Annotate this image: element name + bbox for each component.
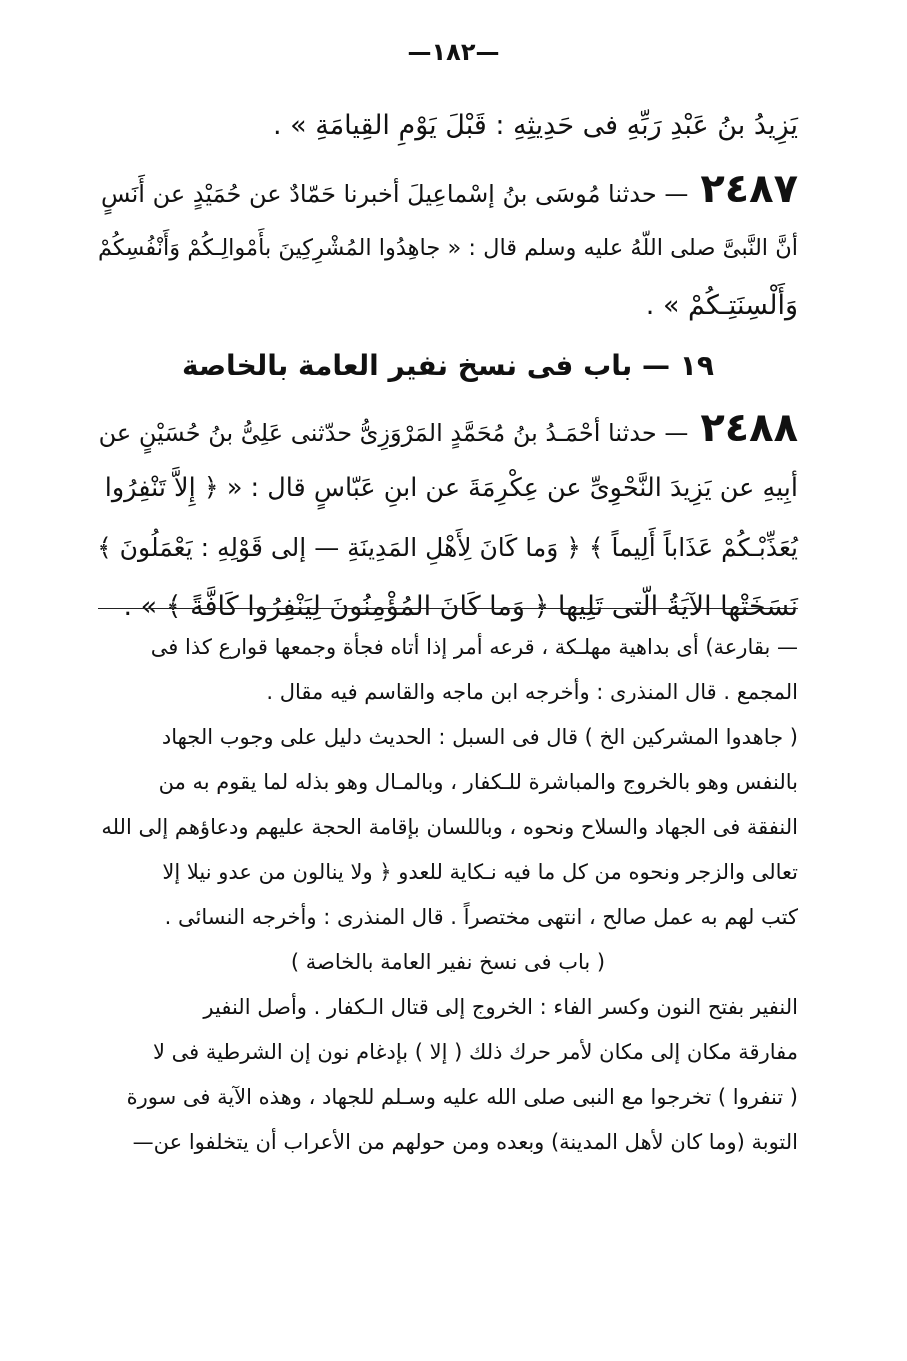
note-line-11: ( تنفروا ) تخرجوا مع النبى صلى الله عليه وسـلم للجهاد ، وهذه الآية فى سورة — [126, 1085, 798, 1109]
commentary — [98, 625, 798, 1165]
hadith-2488-line-4: نَسَخَتْها الآيَةُ الّتى تَلِيها ﴿ وَما كَانَ المُؤْمِنُونَ لِيَنْفِرُوا كَافَّةً ﴾ » . — [123, 591, 798, 622]
hadith-2487-line-1 — [98, 160, 798, 218]
hadith-2488-line-1 — [98, 398, 798, 458]
note-line-3: ( جاهدوا المشركين الخ ) قال فى السبل : الحديث دليل على وجوب الجهاد — [161, 725, 798, 749]
footnote-divider — [98, 608, 798, 609]
hadith-2487-line-2: أنَّ النَّبىَّ صلى اللّهُ عليه وسلم قال : « جاهِدُوا المُشْرِكِينَ بأَمْوالِـكُمْ وَأَنْفُسِكُمْ — [97, 235, 798, 261]
hadith-2487-text-1: — حدثنا مُوسَى بنُ إسْماعِيلَ أخبرنا حَمّادٌ عن حُمَيْدٍ عن أَنَسٍ — [101, 180, 689, 208]
note-line-9: النفير بفتح النون وكسر الفاء : الخروج إلى قتال الـكفار . وأصل النفير — [203, 995, 798, 1019]
note-line-6: تعالى والزجر ونحوه من كل ما فيه نـكاية للعدو ﴿ ولا ينالون من عدو نيلا إلا — [162, 860, 798, 884]
note-line-12: التوبة (وما كان لأهل المدينة) وبعده ومن حولهم من الأعراب أن يتخلفوا عن— — [132, 1130, 798, 1154]
note-line-4: بالنفس وهو بالخروج والمباشرة للـكفار ، وبالمـال وهو بذله لما يقوم به من — [158, 770, 798, 794]
note-line-2: المجمع . قال المنذرى : وأخرجه ابن ماجه والقاسم فيه مقال . — [266, 680, 798, 704]
hadith-2488-text-1: — حدثنا أحْمَـدُ بنُ مُحَمَّدٍ المَرْوَزِىُّ حدّثنى عَلِىُّ بنُ حُسَيْنٍ عن — [98, 419, 689, 447]
note-line-10: مفارقة مكان إلى مكان لأمر حرك ذلك ( إلا ) بإدغام نون إن الشرطية فى لا — [153, 1040, 798, 1064]
chapter-heading: ١٩ — باب فى نسخ نفير العامة بالخاصة — [182, 349, 714, 382]
hadith-2488-line-2: أبِيهِ عن يَزِيدَ النَّحْوِىِّ عن عِكْرِمَةَ عن ابنِ عَبّاسٍ قال : « ﴿ إِلاَّ تَنْفِرُوا — [104, 473, 798, 503]
note-line-7: كتب لهم به عمل صالح ، انتهى مختصراً . قال المنذرى : وأخرجه النسائى . — [164, 905, 798, 929]
page-number: —١٨٢— — [407, 38, 500, 66]
note-chapter-heading: ( باب فى نسخ نفير العامة بالخاصة ) — [290, 950, 606, 974]
note-line-5: النفقة فى الجهاد والسلاح ونحوه ، وباللسان بإقامة الحجة عليهم ودعاؤهم إلى الله — [101, 815, 798, 839]
hadith-number-2488: ٢٤٨٨ — [700, 405, 798, 451]
hadith-2487-line-3: وَأَلْسِنَتِـكُمْ » . — [645, 290, 798, 321]
hadith-2488-line-3: يُعَذِّبْـكُمْ عَذَاباً أَلِيماً ﴾ ﴿ وَما كَانَ لِأَهْلِ المَدِينَةِ — إلى قَوْلِهِ : يَعْمَلُونَ ﴾ — [97, 533, 798, 562]
note-line-1: — بقارعة) أى بداهية مهلـكة ، قرعه أمر إذا أتاه فجأة وجمعها قوارع كذا فى — [150, 635, 798, 659]
main-text — [98, 92, 798, 636]
hadith-number-2487: ٢٤٨٧ — [700, 166, 798, 212]
main-line-1: يَزِيدُ بنُ عَبْدِ رَبِّهِ فى حَدِيثِهِ : قَبْلَ يَوْمِ القِيامَةِ » . — [272, 110, 798, 141]
